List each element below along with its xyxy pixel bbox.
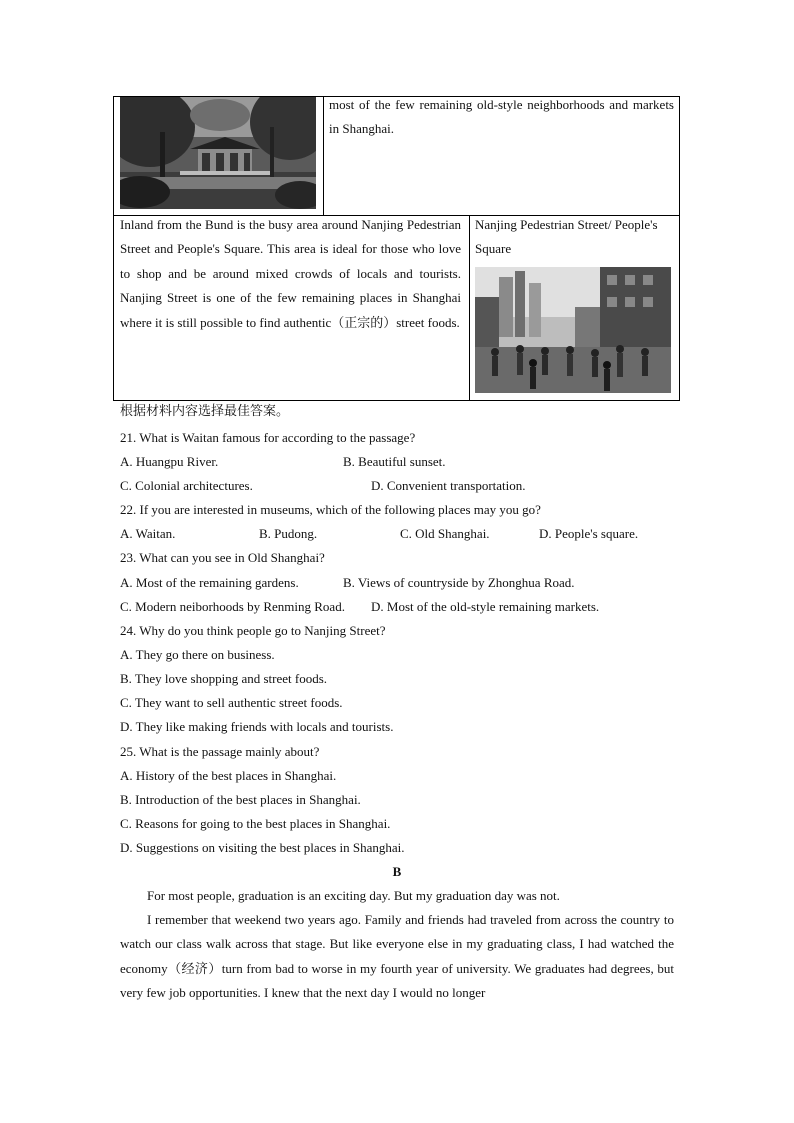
- row2-right-title: Nanjing Pedestrian Street/ People's Square: [475, 217, 658, 257]
- question-25-option-d: D. Suggestions on visiting the best places in Shanghai.: [120, 840, 405, 855]
- question-25-option-b: B. Introduction of the best places in Shanghai.: [120, 792, 361, 807]
- question-23-stem: 23. What can you see in Old Shanghai?: [120, 550, 325, 565]
- question-24-stem: 24. Why do you think people go to Nanjing Street?: [120, 623, 386, 638]
- table-divider-top: [323, 97, 324, 215]
- question-22-option-c: C. Old Shanghai.: [400, 526, 490, 541]
- question-21-stem: 21. What is Waitan famous for according to the passage?: [120, 430, 416, 445]
- question-22-stem: 22. If you are interested in museums, which of the following places may you go?: [120, 502, 541, 517]
- question-23-option-b: B. Views of countryside by Zhonghua Road.: [343, 575, 575, 590]
- question-22-option-d: D. People's square.: [539, 526, 639, 541]
- question-21-option-b: B. Beautiful sunset.: [343, 454, 446, 469]
- section-b-heading: B: [392, 864, 402, 879]
- question-21-option-c: C. Colonial architectures.: [120, 478, 253, 493]
- question-23-option-a: A. Most of the remaining gardens.: [120, 575, 299, 590]
- section-b-paragraph-2: I remember that weekend two years ago. Family and friends had traveled from across the country to watch our class walk across that stage. But like everyone else in my graduating class, I had watched the economy（经济）turn from bad to worse in my fourth year of university. We graduates had degrees, but very few job opportunities. I knew that the next day I would no longer: [120, 912, 674, 1001]
- row2-left-text: Inland from the Bund is the busy area around Nanjing Pedestrian Street and People's Square. This area is ideal for those who love to shop and be around mixed crowds of locals and tourists. Nanjing Street is one of the few remaining places in Shanghai where it is still possible to find authentic（正宗的）street foods.: [120, 217, 461, 330]
- question-24-option-a: A. They go there on business.: [120, 647, 275, 662]
- section-b-paragraph-1: For most people, graduation is an exciting day. But my graduation day was not.: [147, 888, 560, 903]
- question-22-option-b: B. Pudong.: [259, 526, 318, 541]
- question-23-option-d: D. Most of the old-style remaining markets.: [371, 599, 600, 614]
- question-22-option-a: A. Waitan.: [120, 526, 176, 541]
- question-25-stem: 25. What is the passage mainly about?: [120, 744, 320, 759]
- question-24-option-b: B. They love shopping and street foods.: [120, 671, 328, 686]
- question-24-option-d: D. They like making friends with locals and tourists.: [120, 719, 394, 734]
- question-25-option-c: C. Reasons for going to the best places in Shanghai.: [120, 816, 391, 831]
- row1-right-text: most of the few remaining old-style neighborhoods and markets in Shanghai.: [329, 97, 674, 137]
- question-24-option-c: C. They want to sell authentic street foods.: [120, 695, 343, 710]
- question-23-option-c: C. Modern neiborhoods by Renming Road.: [120, 599, 345, 614]
- question-21-option-a: A. Huangpu River.: [120, 454, 219, 469]
- question-25-option-a: A. History of the best places in Shanghai.: [120, 768, 337, 783]
- question-21-option-d: D. Convenient transportation.: [371, 478, 526, 493]
- nanjing-street-photo: [475, 267, 671, 393]
- table-divider-bottom: [469, 215, 470, 401]
- pavilion-photo: [120, 97, 316, 209]
- instruction-text: 根据材料内容选择最佳答案。: [120, 404, 290, 419]
